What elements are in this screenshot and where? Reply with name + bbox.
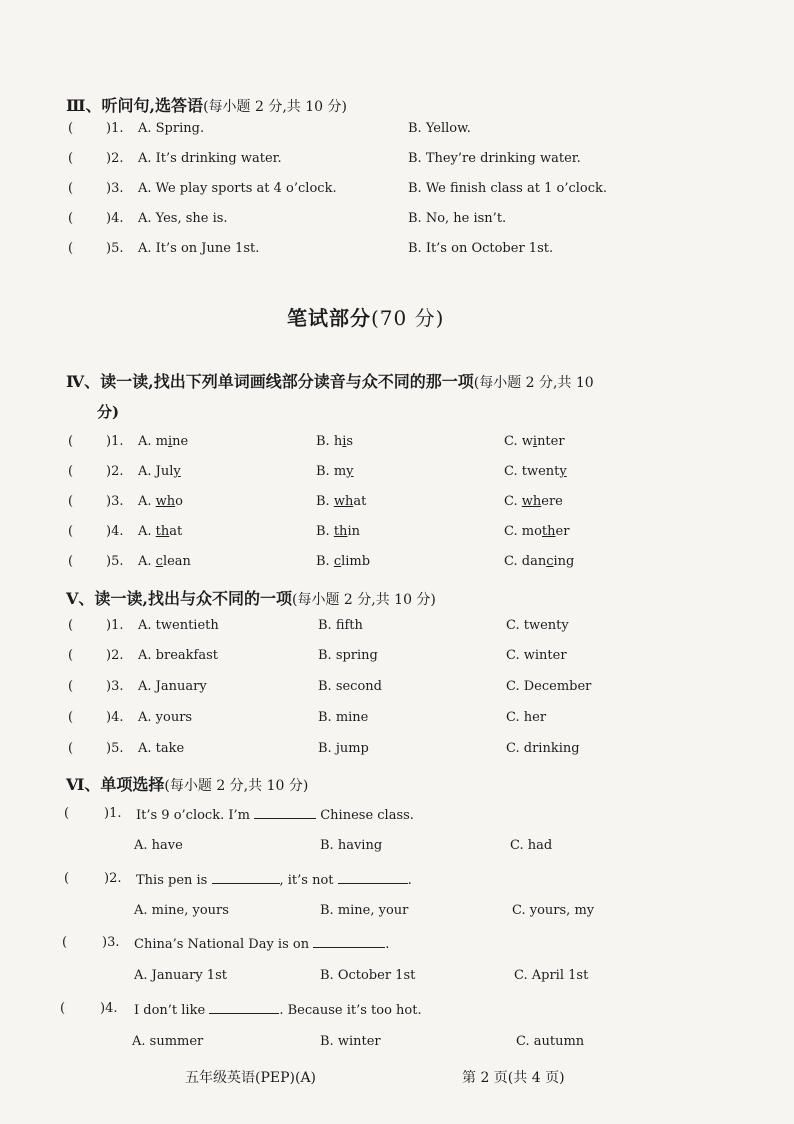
option-a: A. who (138, 494, 183, 509)
item-number: )5. (106, 741, 124, 756)
answer-blank[interactable] (212, 871, 280, 884)
option-c: C. yours, my (512, 903, 595, 918)
list-item (68, 241, 554, 256)
item-number: )1. (106, 121, 124, 136)
item-number: )2. (106, 151, 124, 166)
option-b: B. It’s on October 1st. (408, 241, 554, 256)
answer-paren[interactable]: ( (68, 464, 74, 479)
section-4-note: (每小题 2 分,共 10 (473, 375, 594, 391)
option-b: B. October 1st (320, 968, 416, 983)
item-number: )3. (102, 935, 120, 950)
option-c: C. April 1st (514, 968, 589, 983)
list-item (68, 181, 608, 196)
option-b: B. thin (316, 524, 360, 539)
item-number: )2. (106, 464, 124, 479)
option-b: B. second (318, 679, 382, 694)
written-part-title (287, 302, 444, 331)
list-item (68, 618, 569, 633)
footer-subject: 五年级英语(PEP)(A) (185, 1070, 317, 1086)
answer-paren[interactable]: ( (64, 806, 70, 821)
answer-paren[interactable]: ( (68, 679, 74, 694)
question-text: It’s 9 o’clock. I’m Chinese class. (136, 808, 414, 823)
section-6-title (66, 772, 308, 795)
written-points: (70 分) (371, 306, 445, 330)
option-b: B. having (320, 838, 383, 853)
list-item (68, 679, 592, 694)
answer-paren[interactable]: ( (68, 554, 74, 569)
item-number: )2. (104, 871, 122, 886)
option-b: B. fifth (318, 618, 363, 633)
option-c: C. winter (506, 648, 567, 663)
question-text: This pen is , it’s not . (136, 873, 412, 888)
question-text: I don’t like . Because it’s too hot. (134, 1003, 422, 1018)
question (64, 806, 414, 823)
section-3-note: (每小题 2 分,共 10 分) (203, 99, 347, 115)
section-5-title-text: Ⅴ、读一读,找出与众不同的一项 (66, 589, 292, 608)
list-item (68, 710, 547, 725)
section-5-title (66, 586, 436, 609)
option-c: C. twenty (504, 464, 567, 479)
option-a: A. yours (138, 710, 193, 725)
list-item (68, 554, 575, 569)
option-a: A. January 1st (134, 968, 227, 983)
option-b: B. mine (318, 710, 369, 725)
item-number: )4. (106, 211, 124, 226)
item-number: )5. (106, 554, 124, 569)
item-number: )3. (106, 494, 124, 509)
section-5-note: (每小题 2 分,共 10 分) (292, 592, 436, 608)
option-b: B. No, he isn’t. (408, 211, 507, 226)
option-c: C. dancing (504, 554, 575, 569)
option-a: A. clean (138, 554, 191, 569)
answer-paren[interactable]: ( (68, 121, 74, 136)
section-3-title-text: Ⅲ、听问句,选答语 (66, 96, 204, 115)
option-a: A. January (138, 679, 207, 694)
item-number: )3. (106, 679, 124, 694)
answer-paren[interactable]: ( (68, 494, 74, 509)
option-a: A. We play sports at 4 o’clock. (138, 181, 337, 196)
answer-paren[interactable]: ( (68, 181, 74, 196)
answer-paren[interactable]: ( (68, 618, 74, 633)
item-number: )2. (106, 648, 124, 663)
answer-paren[interactable]: ( (68, 241, 74, 256)
option-b: B. They’re drinking water. (408, 151, 581, 166)
list-item (68, 211, 507, 226)
option-b: B. climb (316, 554, 371, 569)
option-b: B. mine, your (320, 903, 409, 918)
item-number: )4. (100, 1001, 118, 1016)
item-number: )1. (104, 806, 122, 821)
option-a: A. take (138, 741, 185, 756)
option-b: B. We finish class at 1 o’clock. (408, 181, 608, 196)
option-a: A. that (138, 524, 183, 539)
option-c: C. mother (504, 524, 570, 539)
option-a: A. mine, yours (134, 903, 229, 918)
item-number: )4. (106, 710, 124, 725)
option-a: A. It’s drinking water. (138, 151, 282, 166)
answer-paren[interactable]: ( (64, 871, 70, 886)
answer-blank[interactable] (254, 806, 316, 819)
option-b: B. what (316, 494, 367, 509)
footer-page-number: 第 2 页(共 4 页) (462, 1070, 565, 1086)
option-b: B. spring (318, 648, 378, 663)
question (62, 935, 390, 952)
answer-blank[interactable] (209, 1001, 279, 1014)
answer-paren[interactable]: ( (68, 648, 74, 663)
question (64, 871, 412, 888)
written-title-text: 笔试部分 (287, 306, 371, 330)
list-item (68, 648, 567, 663)
option-a: A. It’s on June 1st. (138, 241, 260, 256)
section-6-title-text: Ⅵ、单项选择 (66, 775, 165, 794)
option-a: A. have (134, 838, 183, 853)
option-c: C. winter (504, 434, 565, 449)
option-b: B. his (316, 434, 354, 449)
section-6-note: (每小题 2 分,共 10 分) (164, 778, 309, 794)
list-item (68, 434, 565, 449)
item-number: )5. (106, 241, 124, 256)
answer-paren[interactable]: ( (68, 710, 74, 725)
list-item (68, 121, 471, 136)
section-4-title (66, 369, 594, 392)
list-item (68, 494, 563, 509)
list-item (68, 524, 570, 539)
answer-paren[interactable]: ( (62, 935, 68, 950)
option-c: C. had (510, 838, 553, 853)
option-c: C. twenty (506, 618, 569, 633)
option-b: B. Yellow. (408, 121, 471, 136)
option-c: C. December (506, 679, 592, 694)
option-a: A. Spring. (138, 121, 205, 136)
section-4-note-cont: 分) (97, 403, 120, 421)
answer-paren[interactable]: ( (60, 1001, 66, 1016)
item-number: )1. (106, 618, 124, 633)
item-number: )4. (106, 524, 124, 539)
option-c: C. her (506, 710, 547, 725)
answer-paren[interactable]: ( (68, 741, 74, 756)
section-4-title-text: Ⅳ、读一读,找出下列单词画线部分读音与众不同的那一项 (66, 372, 474, 391)
option-c: C. drinking (506, 741, 580, 756)
option-a: A. twentieth (138, 618, 219, 633)
item-number: )3. (106, 181, 124, 196)
option-a: A. July (138, 464, 181, 479)
question-text: China’s National Day is on . (134, 937, 390, 952)
answer-paren[interactable]: ( (68, 524, 74, 539)
option-a: A. mine (138, 434, 189, 449)
answer-blank[interactable] (338, 871, 408, 884)
question (60, 1001, 422, 1018)
list-item (68, 741, 580, 756)
list-item (68, 464, 567, 479)
answer-blank[interactable] (313, 935, 385, 948)
item-number: )1. (106, 434, 124, 449)
section-3-title (66, 93, 347, 116)
option-b: B. jump (318, 741, 369, 756)
option-a: A. Yes, she is. (138, 211, 228, 226)
answer-paren[interactable]: ( (68, 434, 74, 449)
option-a: A. summer (132, 1034, 204, 1049)
option-c: C. where (504, 494, 563, 509)
answer-paren[interactable]: ( (68, 151, 74, 166)
answer-paren[interactable]: ( (68, 211, 74, 226)
option-b: B. winter (320, 1034, 381, 1049)
option-b: B. my (316, 464, 354, 479)
option-c: C. autumn (516, 1034, 585, 1049)
list-item (68, 151, 581, 166)
option-a: A. breakfast (138, 648, 218, 663)
